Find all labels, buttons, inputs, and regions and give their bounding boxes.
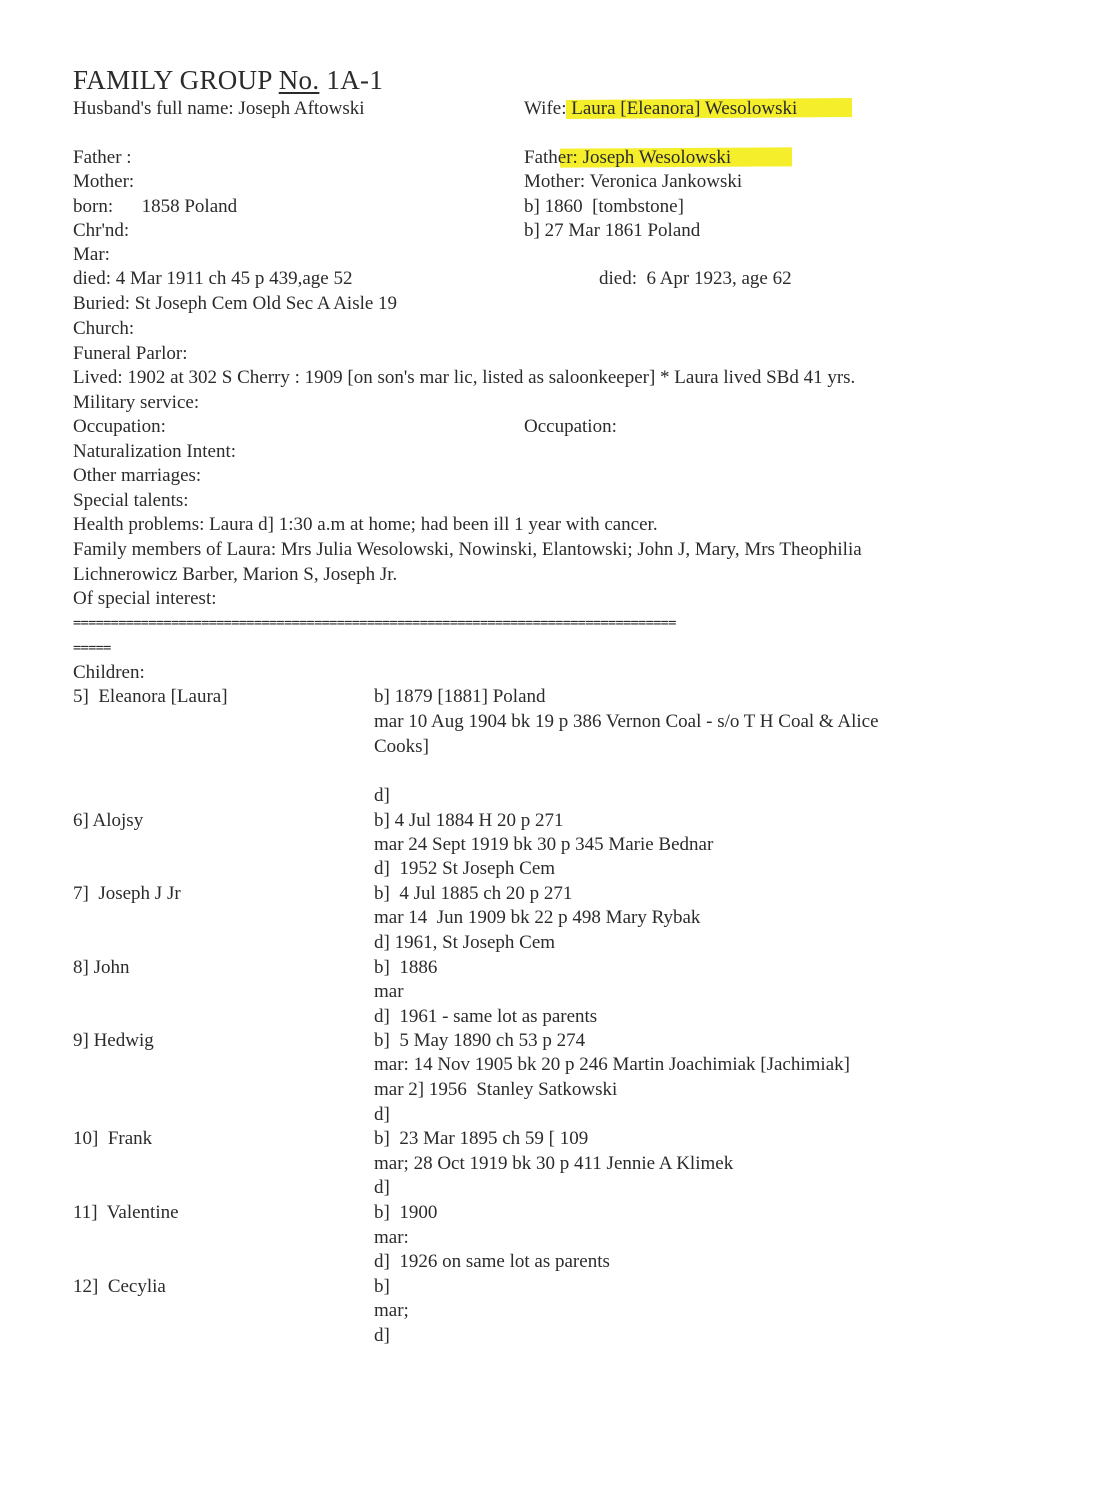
child-died: d] 1952 St Joseph Cem <box>374 858 556 879</box>
wife-name: Wife: Laura [Eleanora] Wesolowski <box>524 98 798 119</box>
child-married: mar: 14 Nov 1905 bk 20 p 246 Martin Joachimiak [Jachimiak] <box>374 1054 850 1075</box>
child-name: 10] Frank <box>73 1128 153 1149</box>
child-born: b] 5 May 1890 ch 53 p 274 <box>374 1030 586 1051</box>
child-born: b] 4 Jul 1884 H 20 p 271 <box>374 810 564 831</box>
child-name: 5] Eleanora [Laura] <box>73 686 228 707</box>
child-died: d] <box>374 785 390 806</box>
wife-mother: Mother: Veronica Jankowski <box>524 171 743 192</box>
lived-field: Lived: 1902 at 302 S Cherry : 1909 [on son's mar lic, listed as saloonkeeper] * Laura lived SBd 41 yrs. <box>73 367 856 388</box>
child-married: mar 10 Aug 1904 bk 19 p 386 Vernon Coal - s/o T H Coal & Alice <box>374 711 879 732</box>
family-members-line-1: Family members of Laura: Mrs Julia Wesolowski, Nowinski, Elantowski; John J, Mary, Mrs Theophilia <box>73 539 862 560</box>
child-name: 7] Joseph J Jr <box>73 883 181 904</box>
husband-christened: Chr'nd: <box>73 220 130 241</box>
wife-died: died: 6 Apr 1923, age 62 <box>599 268 792 289</box>
child-name: 9] Hedwig <box>73 1030 154 1051</box>
page-title: FAMILY GROUP No. 1A-1 <box>73 65 384 95</box>
separator-line-continued: ===== <box>73 640 111 656</box>
wife-father: Father: Joseph Wesolowski <box>524 147 732 168</box>
children-heading: Children: <box>73 662 145 683</box>
funeral-parlor-field: Funeral Parlor: <box>73 343 188 364</box>
family-members-line-2: Lichnerowicz Barber, Marion S, Joseph Jr. <box>73 564 398 585</box>
child-born: b] 23 Mar 1895 ch 59 [ 109 <box>374 1128 589 1149</box>
child-born: b] <box>374 1276 390 1297</box>
wife-born-poland: b] 27 Mar 1861 Poland <box>524 220 701 241</box>
husband-father: Father : <box>73 147 132 168</box>
child-born: b] 1900 <box>374 1202 438 1223</box>
special-talents-field: Special talents: <box>73 490 189 511</box>
child-died: d] 1961 - same lot as parents <box>374 1006 598 1027</box>
child-name: 6] Alojsy <box>73 810 144 831</box>
child-born: b] 1886 <box>374 957 438 978</box>
church-field: Church: <box>73 318 135 339</box>
husband-married: Mar: <box>73 244 110 265</box>
other-marriages-field: Other marriages: <box>73 465 202 486</box>
separator-line: ================================================================================ <box>73 615 676 631</box>
child-married: mar; <box>374 1300 409 1321</box>
husband-died: died: 4 Mar 1911 ch 45 p 439,age 52 <box>73 268 353 289</box>
child-died: d] 1961, St Joseph Cem <box>374 932 556 953</box>
child-died: d] <box>374 1325 390 1346</box>
child-born: b] 1879 [1881] Poland <box>374 686 546 707</box>
husband-mother: Mother: <box>73 171 135 192</box>
child-married: mar 24 Sept 1919 bk 30 p 345 Marie Bednar <box>374 834 714 855</box>
child-married: mar; 28 Oct 1919 bk 30 p 411 Jennie A Klimek <box>374 1153 734 1174</box>
child-name: 12] Cecylia <box>73 1276 166 1297</box>
husband-buried: Buried: St Joseph Cem Old Sec A Aisle 19 <box>73 293 398 314</box>
child-died: d] <box>374 1104 390 1125</box>
child-married: mar <box>374 981 404 1002</box>
title-number-label: No. <box>278 65 320 95</box>
wife-occupation: Occupation: <box>524 416 617 437</box>
husband-occupation: Occupation: <box>73 416 166 437</box>
husband-born: born: 1858 Poland <box>73 196 238 217</box>
husband-full-name: Husband's full name: Joseph Aftowski <box>73 98 365 119</box>
child-married: mar 14 Jun 1909 bk 22 p 498 Mary Rybak <box>374 907 701 928</box>
wife-born-tombstone: b] 1860 [tombstone] <box>524 196 684 217</box>
special-interest-field: Of special interest: <box>73 588 217 609</box>
child-second-marriage: mar 2] 1956 Stanley Satkowski <box>374 1079 618 1100</box>
child-died: d] 1926 on same lot as parents <box>374 1251 610 1272</box>
child-married: mar: <box>374 1227 409 1248</box>
health-problems-field: Health problems: Laura d] 1:30 a.m at home; had been ill 1 year with cancer. <box>73 514 658 535</box>
naturalization-field: Naturalization Intent: <box>73 441 237 462</box>
child-married-continued: Cooks] <box>374 736 429 757</box>
child-born: b] 4 Jul 1885 ch 20 p 271 <box>374 883 573 904</box>
military-service-field: Military service: <box>73 392 200 413</box>
child-died: d] <box>374 1177 390 1198</box>
child-name: 11] Valentine <box>73 1202 179 1223</box>
child-name: 8] John <box>73 957 130 978</box>
